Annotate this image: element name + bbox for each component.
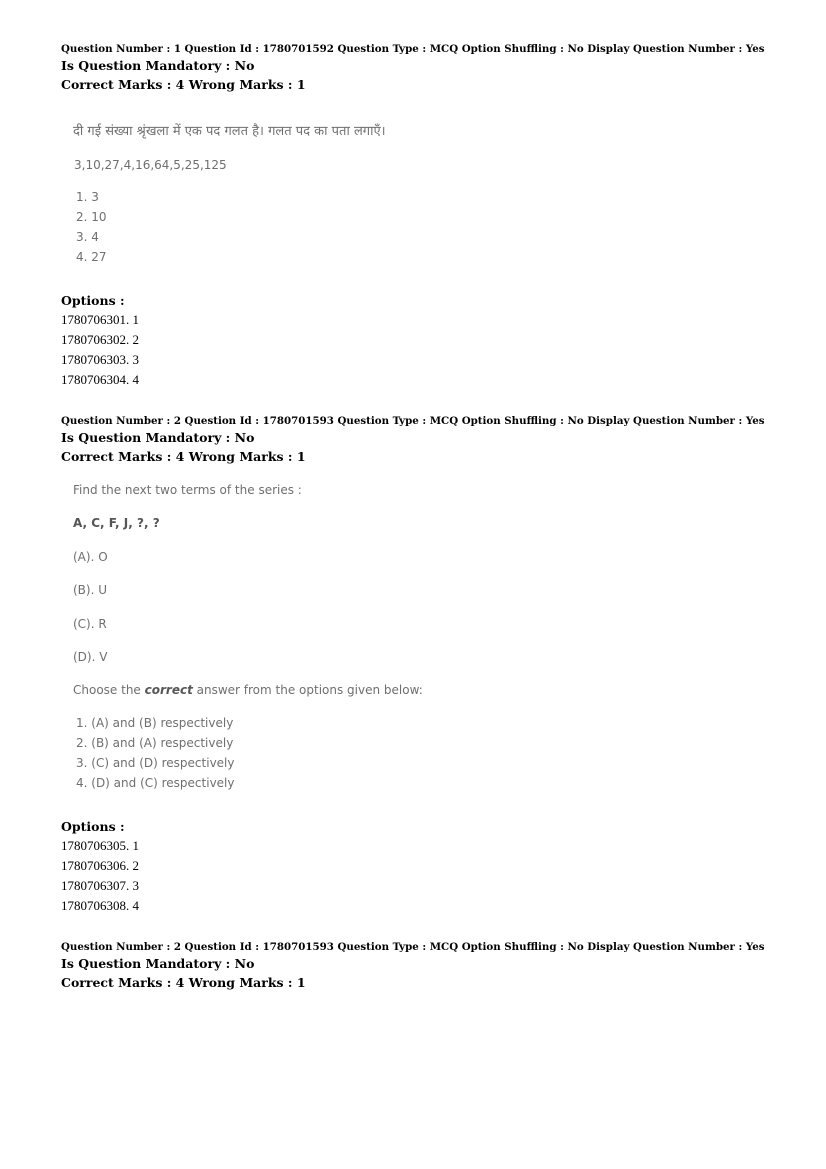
list-item: (B). U [73,583,108,597]
instruction-emphasis: correct [144,683,193,697]
list-item: (A). O [73,550,108,564]
number-series: 3,10,27,4,16,64,5,25,125 [74,158,227,172]
answer-choice: 1. 3 [76,190,99,204]
answer-choice: 2. 10 [76,210,107,224]
question-header: Question Number : 2 Question Id : 1780701593 Question Type : MCQ Option Shuffling : No Display Question Number : Yes [61,415,765,427]
option-id: 1780706304. 4 [61,372,139,387]
option-id: 1780706306. 2 [61,858,139,873]
options-label: Options : [61,819,125,834]
instruction-text [73,683,423,697]
option-id: 1780706301. 1 [61,312,139,327]
answer-choice: 4. 27 [76,250,107,264]
question-text: दी गई संख्या श्रृंखला में एक पद गलत है। गलत पद का पता लगाएँ। [73,124,386,139]
options-label: Options : [61,293,125,308]
answer-choice: 1. (A) and (B) respectively [76,716,234,730]
question-header: Question Number : 2 Question Id : 1780701593 Question Type : MCQ Option Shuffling : No Display Question Number : Yes [61,941,765,953]
question-marks: Correct Marks : 4 Wrong Marks : 1 [61,77,306,92]
question-header: Question Number : 1 Question Id : 1780701592 Question Type : MCQ Option Shuffling : No Display Question Number : Yes [61,43,765,55]
option-id: 1780706308. 4 [61,898,139,913]
option-id: 1780706302. 2 [61,332,139,347]
option-id: 1780706305. 1 [61,838,139,853]
list-item: (D). V [73,650,108,664]
question-mandatory: Is Question Mandatory : No [61,58,255,73]
answer-choice: 3. (C) and (D) respectively [76,756,235,770]
option-id: 1780706303. 3 [61,352,139,367]
list-item: (C). R [73,617,107,631]
question-mandatory: Is Question Mandatory : No [61,956,255,971]
question-marks: Correct Marks : 4 Wrong Marks : 1 [61,975,306,990]
option-id: 1780706307. 3 [61,878,139,893]
answer-choice: 3. 4 [76,230,99,244]
letter-series: A, C, F, J, ?, ? [73,516,160,530]
question-text: Find the next two terms of the series : [73,483,302,497]
answer-choice: 4. (D) and (C) respectively [76,776,235,790]
answer-choice: 2. (B) and (A) respectively [76,736,234,750]
instruction-post: answer from the options given below: [192,683,423,697]
question-marks: Correct Marks : 4 Wrong Marks : 1 [61,449,306,464]
instruction-pre: Choose the [73,683,145,697]
question-mandatory: Is Question Mandatory : No [61,430,255,445]
